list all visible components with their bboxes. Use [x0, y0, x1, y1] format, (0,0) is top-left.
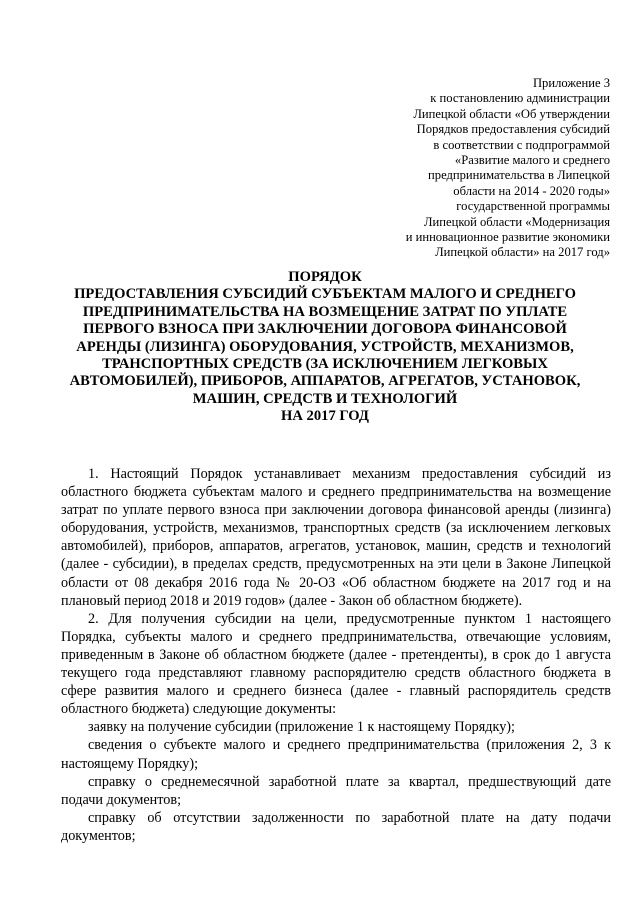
document-body — [61, 465, 611, 845]
title-line: АРЕНДЫ (ЛИЗИНГА) ОБОРУДОВАНИЯ, УСТРОЙСТВ, МЕХАНИЗМОВ, — [76, 338, 574, 355]
appendix-line: предпринимательства в Липецкой — [428, 168, 610, 183]
title-line: ПОРЯДОК — [288, 269, 362, 285]
appendix-line: Липецкой области» на 2017 год» — [435, 245, 610, 260]
appendix-line: и инновационное развитие экономики — [405, 230, 610, 245]
title-line: МАШИН, СРЕДСТВ И ТЕХНОЛОГИЙ — [192, 390, 458, 407]
title-line: НА 2017 ГОД — [281, 408, 369, 425]
appendix-line: «Развитие малого и среднего — [454, 153, 610, 168]
appendix-line: в соответствии с подпрограммой — [433, 137, 610, 152]
paragraph-1: 1. Настоящий Порядок устанавливает механизм предоставления субсидий из областного бюджета субъектам малого и среднего предпринимательства на возмещение затрат по уплате первого взноса при заключении договора финансовой аренды (лизинга) оборудования, устройств, механизмов, транспортных средств (за исключением легковых автомобилей), приборов, аппаратов, агрегатов, установок, машин, средств и технологий (далее - субсидии), в пределах средств, предусмотренных на эти цели в Законе Липецкой области от 08 декабря 2016 года № 20-ОЗ «Об областном бюджете на 2017 год и на плановый период 2018 и 2019 годов» (далее - Закон об областном бюджете). — [61, 466, 611, 609]
list-item: справку о среднемесячной заработной плате за квартал, предшествующий дате подачи документов; — [61, 773, 611, 808]
document-title — [40, 269, 610, 426]
appendix-line: Липецкой области «Об утверждении — [413, 106, 610, 121]
title-line: ПРЕДПРИНИМАТЕЛЬСТВА НА ВОЗМЕЩЕНИЕ ЗАТРАТ ПО УПЛАТЕ — [82, 303, 568, 320]
title-line: АВТОМОБИЛЕЙ), ПРИБОРОВ, АППАРАТОВ, АГРЕГАТОВ, УСТАНОВОК, — [69, 373, 581, 390]
title-line: ПЕРВОГО ВЗНОСА ПРИ ЗАКЛЮЧЕНИИ ДОГОВОРА ФИНАНСОВОЙ — [83, 321, 567, 338]
paragraph-2: 2. Для получения субсидии на цели, предусмотренные пунктом 1 настоящего Порядка, субъекты малого и среднего предпринимательства, отвечающие условиям, приведенным в Законе об областном бюджете (далее - претенденты), в срок до 1 августа текущего года представляют главному распорядителю средств областного бюджета в сфере развития малого и среднего бизнеса (далее - главный распорядитель средств областного бюджета) следующие документы: — [61, 610, 611, 718]
appendix-line: Приложение 3 — [532, 76, 610, 90]
list-item: заявку на получение субсидии (приложение 1 к настоящему Порядку); — [88, 719, 515, 736]
appendix-header — [330, 76, 610, 261]
list-item: справку об отсутствии задолженности по заработной плате на дату подачи документов; — [61, 809, 611, 844]
title-line: ПРЕДОСТАВЛЕНИЯ СУБСИДИЙ СУБЪЕКТАМ МАЛОГО И СРЕДНЕГО — [74, 286, 576, 303]
list-item: сведения о субъекте малого и среднего предпринимательства (приложения 2, 3 к настоящему Порядку); — [61, 737, 611, 772]
appendix-line: к постановлению администрации — [430, 91, 610, 106]
appendix-line: области на 2014 - 2020 годы» — [453, 183, 610, 198]
appendix-line: государственной программы — [456, 199, 610, 214]
appendix-line: Липецкой области «Модернизация — [424, 214, 610, 229]
title-line: ТРАНСПОРТНЫХ СРЕДСТВ (ЗА ИСКЛЮЧЕНИЕМ ЛЕГКОВЫХ — [102, 356, 548, 373]
appendix-line: Порядков предоставления субсидий — [416, 122, 610, 137]
